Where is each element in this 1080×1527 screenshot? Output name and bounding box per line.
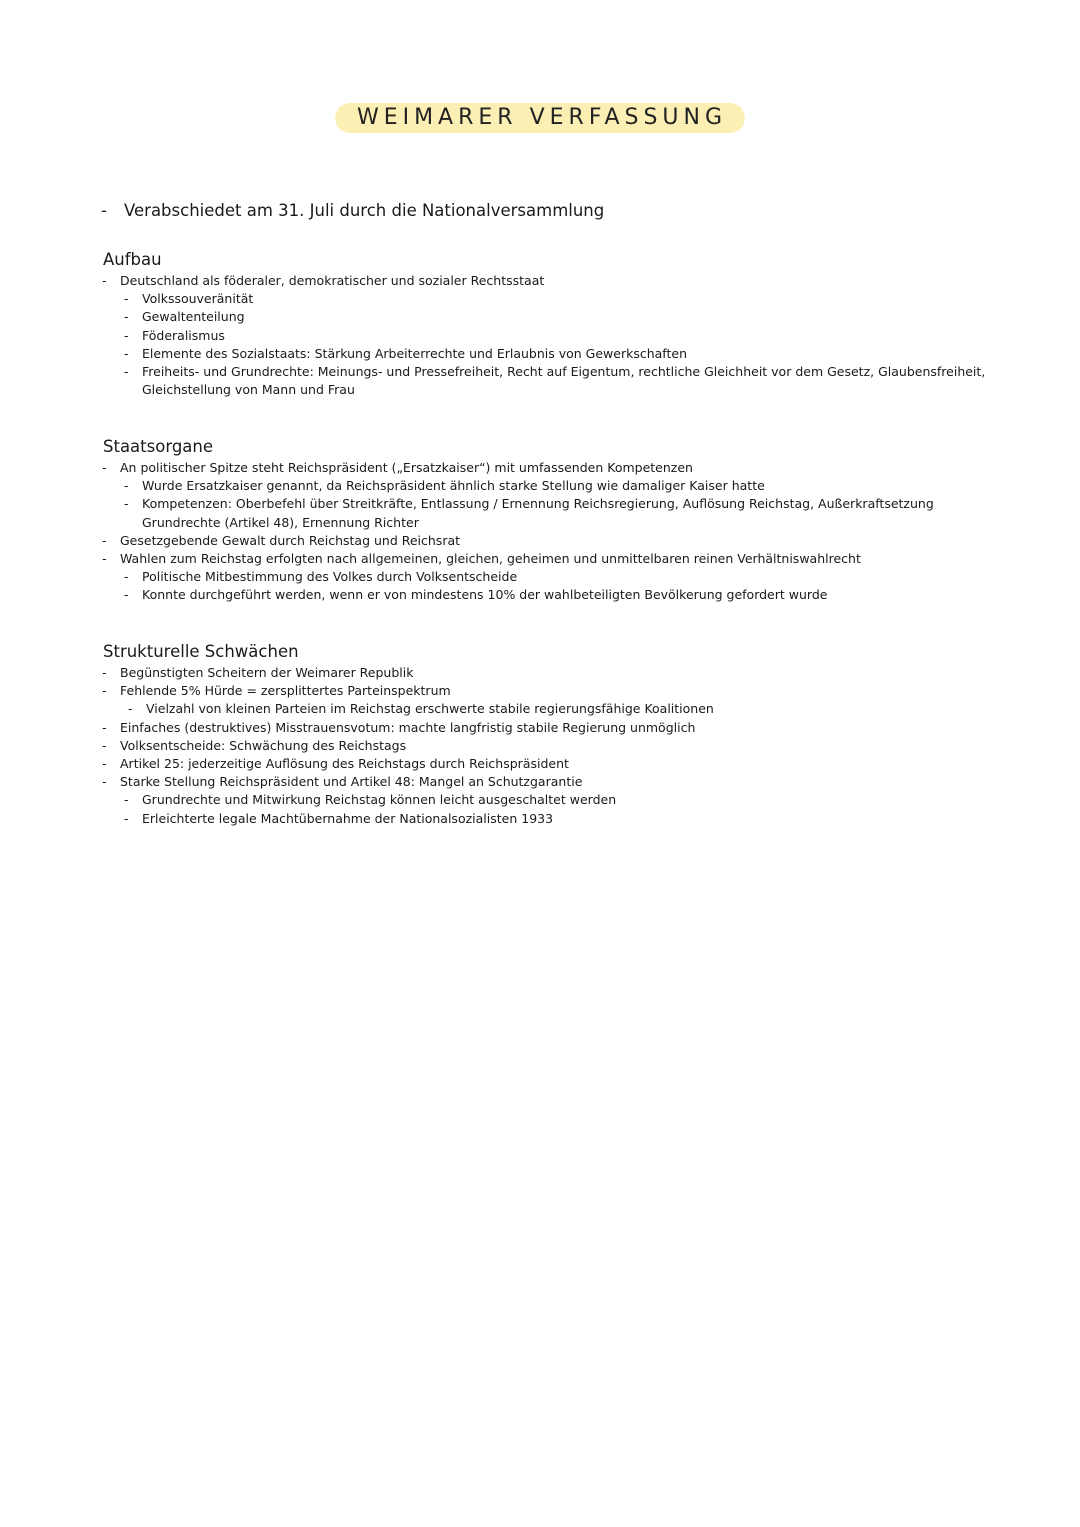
list-item [103,272,1003,399]
bullet-list [103,664,1003,828]
list-item [103,682,1003,718]
sub-list-item: - Wurde Ersatzkaiser genannt, da Reichspräsident ähnlich starke Stellung wie damaliger Kaiser hatte [120,477,1003,495]
sub-list-item: - Elemente des Sozialstaats: Stärkung Arbeiterrechte und Erlaubnis von Gewerkschaften [120,345,1003,363]
sub-list-item: - Politische Mitbestimmung des Volkes durch Volksentscheide [120,568,1003,586]
list-item-text: An politischer Spitze steht Reichspräsident („Ersatzkaiser“) mit umfassenden Kompetenzen [120,460,693,475]
list-item-text: Begünstigten Scheitern der Weimarer Republik [120,665,414,680]
sub-list-item: - Föderalismus [120,327,1003,345]
list-item [103,755,1003,773]
list-item-text: Wahlen zum Reichstag erfolgten nach allgemeinen, gleichen, geheimen und unmittelbaren reinen Verhältniswahlrecht [120,551,861,567]
intro-line [103,201,604,220]
list-item-text: Fehlende 5% Hürde = zersplittertes Parteinspektrum [120,683,451,699]
sub-list-item: - Grundrechte und Mitwirkung Reichstag können leicht ausgeschaltet werden [120,791,1003,809]
section-heading: Aufbau [103,250,166,270]
sub-list-item: - Vielzahl von kleinen Parteien im Reichstag erschwerte stabile regierungsfähige Koalitionen [120,700,1003,718]
list-item-text: Starke Stellung Reichspräsident und Artikel 48: Mangel an Schutzgarantie [120,774,583,790]
section-staatsorgane [103,437,1003,605]
section-heading: Staatsorgane [103,437,217,457]
list-item [103,532,1003,550]
sub-list-item: - Gewaltenteilung [120,308,1003,326]
bullet-list [103,459,1003,605]
bullet-dash: - [101,201,107,220]
list-item [103,664,1003,682]
sub-list [120,477,1003,532]
sub-list [120,568,1003,604]
sub-list-item: - Erleichterte legale Machtübernahme der Nationalsozialisten 1933 [120,810,1003,828]
page-title: WEIMARER VERFASSUNG [335,103,745,133]
title-wrap [0,103,1080,133]
section-heading: Strukturelle Schwächen [103,642,303,662]
list-item-text: Artikel 25: jederzeitige Auflösung des Reichstags durch Reichspräsident [120,756,569,772]
list-item [103,773,1003,828]
list-item-text: Gesetzgebende Gewalt durch Reichstag und Reichsrat [120,532,461,548]
bullet-list [103,272,1003,399]
section-aufbau [103,250,1003,399]
list-item [103,719,1003,737]
sub-list [120,791,1003,827]
list-item [103,737,1003,755]
sub-list [120,700,1003,718]
sub-list-item: - Kompetenzen: Oberbefehl über Streitkräfte, Entlassung / Ernennung Reichsregierung, Auflösung Reichstag, Außerkraftsetzung Grundrechte (Artikel 48), Ernennung Richter [120,495,1003,531]
section-strukturelle-schwaechen [103,642,1003,828]
list-item [103,550,1003,605]
list-item-text: Volksentscheide: Schwächung des Reichstags [120,737,407,753]
list-item-text: Deutschland als föderaler, demokratischer und sozialer Rechtsstaat [120,273,545,288]
sub-list-item: - Volkssouveränität [120,290,1003,308]
intro-text: Verabschiedet am 31. Juli durch die Nationalversammlung [124,201,605,220]
sub-list-item: - Freiheits- und Grundrechte: Meinungs- und Pressefreiheit, Recht auf Eigentum, rechtliche Gleichheit vor dem Gesetz, Glaubensfreiheit, Gleichstellung von Mann und Frau [120,363,1003,399]
list-item [103,459,1003,532]
list-item-text: Einfaches (destruktives) Misstrauensvotum: machte langfristig stabile Regierung unmöglich [120,719,696,735]
sub-list [120,290,1003,399]
sub-list-item: - Konnte durchgeführt werden, wenn er von mindestens 10% der wahlbeteiligten Bevölkerung gefordert wurde [120,586,1003,604]
